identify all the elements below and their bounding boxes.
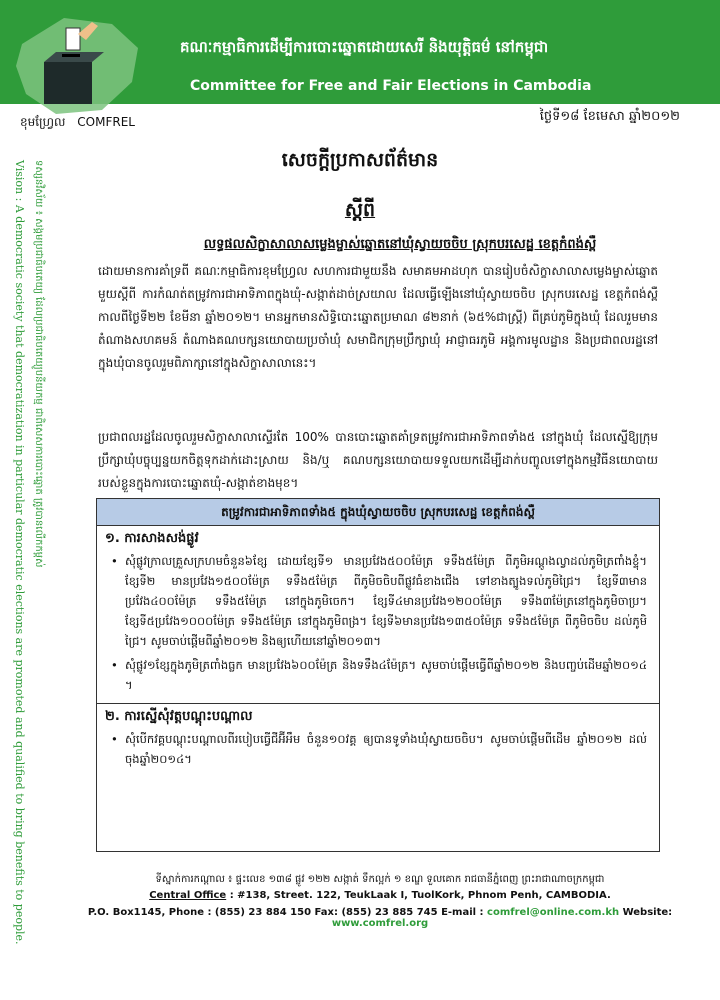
press-release-subtitle: ស្តីពី <box>344 199 376 221</box>
footer-central-office <box>60 890 700 901</box>
central-office-address: : #138, Street. 122, TeukLaak I, TuolKork, Phnom Penh, CAMBODIA. <box>229 890 611 901</box>
abbr-khmer: ខុមហ្វ្រែល <box>20 115 66 129</box>
vision-statement-khmer <box>34 160 46 670</box>
press-release-heading: លទ្ធផលសិក្ខាសាលាសម្លេងម្ចាស់ឆ្នោតនៅឃុំស្វាយចចិប ស្រុកបរសេដ្ឋ ខេត្តកំពង់ស្ពឺ <box>203 237 597 252</box>
footer-contact <box>60 907 700 929</box>
release-date: ថ្ងៃទី១៨ ខែមេសា ឆ្នាំ២០១២ <box>539 109 680 124</box>
list-item: • សុំបើកវគ្គបណ្តុះបណ្តាលពីរបៀបធ្វើជីអ៊ីអឹម ចំនួន១០វគ្គ ឲ្យបានទូទាំងឃុំស្វាយចចិប។ សូមចាប់ផ្តើមពីដើម ឆ្នាំ២០១២ ដល់ចុងឆ្នាំ២០១៤។ <box>125 729 647 769</box>
table-header: តម្រូវការជាអាទិភាពទាំង៥ ក្នុងឃុំស្វាយចចិប ស្រុកបរសេដ្ឋ ខេត្តកំពង់ស្ពឺ <box>97 499 659 526</box>
body-paragraph-2: ប្រជាពលរដ្ឋដែលចូលរួមសិក្ខាសាលាស្ទើរតែ 100% បានបោះឆ្នោតគាំទ្រតម្រូវការជាអាទិភាពទាំង៥ នៅក្នុងឃុំ ដែលស្នើឱ្យក្រុមប្រឹក្សាឃុំបច្ចុប្បន្នយកចិត្តទុកដាក់ដោះស្រាយ និង/ឬ គណបក្សនយោបាយទទួលយកដើម្បីដាក់បញ្ចូលទៅក្នុងកម្មវិធីនយោបាយរបស់ខ្លួនក្នុងការបោះឆ្នោតឃុំ-សង្កាត់ខាងមុខ។ <box>98 430 658 490</box>
vision-km-text: ទស្សនវិស័យ ៖ សង្គមប្រជាធិបតេយ្យ ដែលប្រជាធិបតេយ្យូបនីយកម្ម ជាពិសេសការបោះឆ្នោត ត្រូវបានលើកកម្ពស់ <box>33 160 44 568</box>
website-label: Website: <box>622 907 673 918</box>
priorities-table <box>96 498 660 852</box>
vision-statement-english <box>13 160 26 945</box>
org-title-english: Committee for Free and Fair Elections in Cambodia <box>190 78 592 94</box>
org-abbreviation <box>20 114 135 132</box>
body-paragraph-1: ដោយមានការគាំទ្រពី គណៈកម្មាធិការខុមហ្វ្រែល សហការជាមួយនឹង សមាគមអាដហុក បានរៀបចំសិក្ខាសាលាសម្លេងម្ចាស់ឆ្នោតមួយស្តីពី ការកំណត់តម្រូវការជាអាទិភាពក្នុងឃុំ-សង្កាត់ដាច់ស្រយាល ដែលធ្វើឡើងនៅឃុំស្វាយចចិប ស្រុកបរសេដ្ឋ ខេត្តកំពង់ស្ពឺ កាលពីថ្ងៃទី២២ ខែមីនា ឆ្នាំ២០១២។ មានអ្នកមានសិទ្ធិបោះឆ្នោតប្រមាណ ៨២នាក់ (៦៥%ជាស្ត្រី) ពីគ្រប់ភូមិក្នុងឃុំ ដែលរួមមាន តំណាងសហគមន៍ តំណាងគណបក្សនយោបាយប្រចាំឃុំ សមាជិកក្រុមប្រឹក្សាឃុំ អាជ្ញាធរភូមិ អង្គការមូលដ្ឋាន និងប្រជាពលរដ្ឋនៅក្នុងឃុំបានចូលរួមពិភាក្សានៅក្នុងសិក្ខាសាលានេះ។ <box>98 264 658 370</box>
press-release-title: សេចក្តីប្រកាសព័ត៌មាន <box>281 149 439 171</box>
org-title-khmer: គណៈកម្មាធិការដើម្បីការបោះឆ្នោតដោយសេរី និងយុត្តិធម៌ នៅកម្ពុជា <box>180 38 549 56</box>
contact-email-link[interactable]: comfrel@online.com.kh <box>487 907 620 918</box>
contact-phone-fax: P.O. Box1145, Phone : (855) 23 884 150 Fax: (855) 23 885 745 E-mail : <box>87 907 484 918</box>
list-item: • សុំផ្លូវក្រាលគ្រួសក្រហមចំនួន៦ខ្សែ ដោយខ្សែទី១ មានប្រវែង៥០០ម៉ែត្រ ទទឹង៥ម៉ែត្រ ពីភូមិអណ្តូងល្វាដល់ភូមិត្រពាំងខ្ទុំ។ ខ្សែទី២ មានប្រវែង១៥០០ម៉ែត្រ ទទឹង៥ម៉ែត្រ ពីភូមិចចិបពីផ្លូវធំខាងជើង ទៅខាងត្បូងទល់ភូមិជ្រៃ។ ខ្សែទី៣មានប្រវែង៤០០ម៉ែត្រ ទទឹង៥ម៉ែត្រ នៅក្នុងភូមិចេក។ ខ្សែទី៤មានប្រវែង១២០០ម៉ែត្រ ទទឹង៣ម៉ែត្រនៅក្នុងភូមិចាប្រ។ ខ្សែទី៥ប្រវែង១០០០ម៉ែត្រ ទទឹង៥ម៉ែត្រ នៅក្នុងភូមិពង្រ។ ខ្សែទី៦មានប្រវែង១៣៥០ម៉ែត្រ ទទឹង៥ម៉ែត្រ ពីភូមិចចិប ដល់ភូមិជ្រៃ។ សូមចាប់ផ្តើមពីឆ្នាំ២០១២ និងឲ្យហើយនៅឆ្នាំ២០១៣។ <box>125 551 647 651</box>
list-item: • សុំផ្លូវ១ខ្សែក្នុងភូមិត្រពាំងធ្លក មានប្រវែង៦០០ម៉ែត្រ និងទទឹង៤ម៉ែត្រ។ សូមចាប់ផ្តើមធ្វើពីឆ្នាំ២០១២ និងបញ្ចប់ដើមឆ្នាំ២០១៤ ។ <box>125 655 647 695</box>
table-section <box>97 526 659 703</box>
section-title: ១. ការសាងសង់ផ្លូវ <box>105 531 199 546</box>
vision-en-text: Vision : A democratic society that democratization in particular democratic elections are promoted and qualified to bring benefits to people. <box>13 160 26 945</box>
section-items <box>97 729 659 777</box>
section-items <box>97 551 659 703</box>
abbr-english: COMFREL <box>77 115 135 129</box>
footer-address-khmer: ទីស្នាក់ការកណ្តាល ៖ ផ្ទះលេខ ១៣៨ ផ្លូវ ១២២ សង្កាត់ ទឹកល្អក់ ១ ខណ្ឌ ទួលគោក រាជធានីភ្នំពេញ ព្រះរាជាណាចក្រកម្ពុជា <box>155 874 605 885</box>
website-link[interactable]: www.comfrel.org <box>331 918 429 929</box>
table-section <box>97 703 659 777</box>
section-title: ២. ការស្នើសុំវត្តបណ្តុះបណ្តាល <box>105 709 253 724</box>
central-office-label: Central Office <box>149 890 227 901</box>
comfrel-logo <box>8 14 148 120</box>
